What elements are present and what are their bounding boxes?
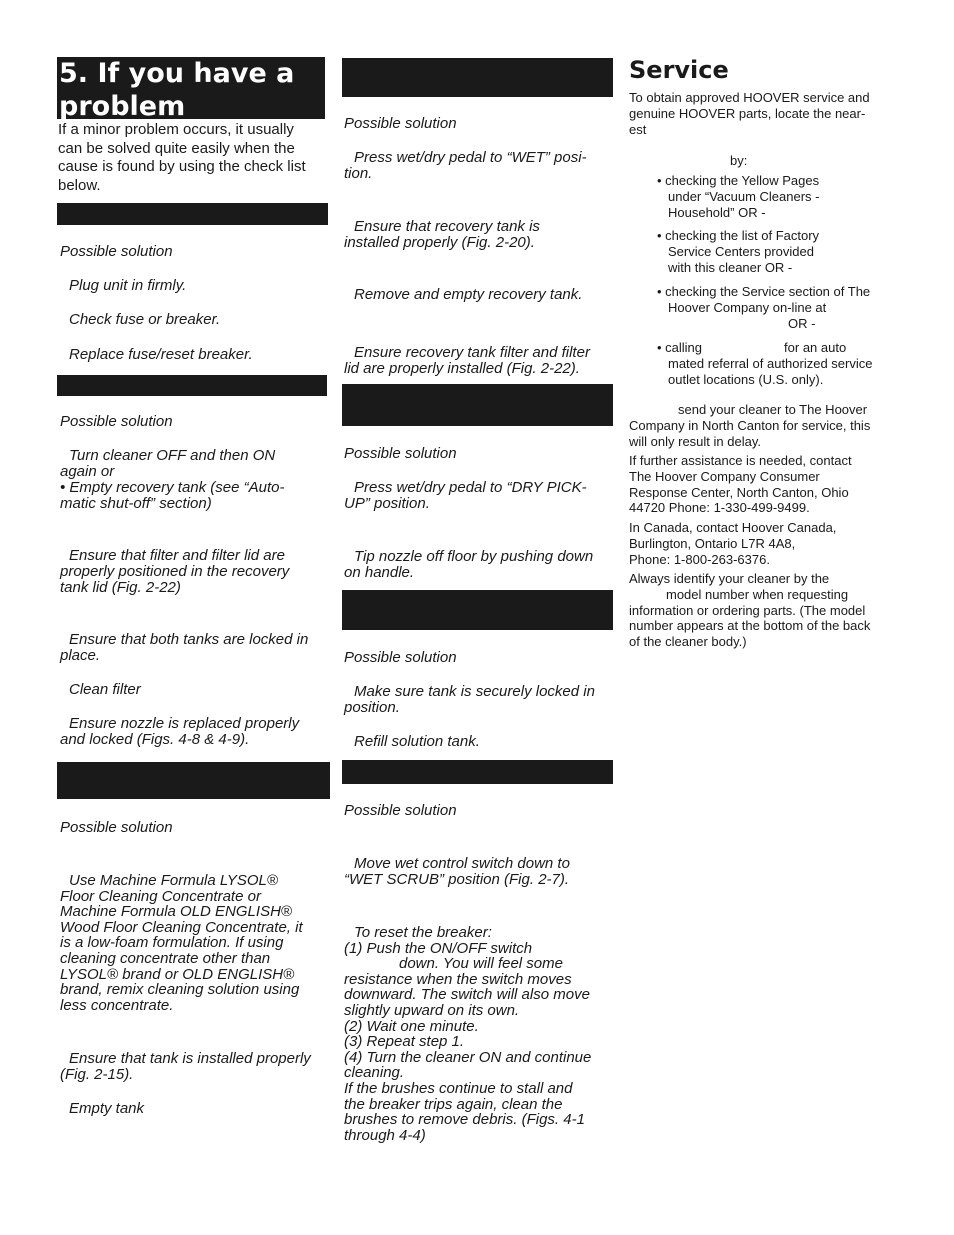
solution-text	[344, 480, 587, 512]
solution-text: Plug unit in firmly.	[69, 277, 187, 294]
service-paragraph	[629, 571, 870, 650]
solution-text	[60, 548, 289, 596]
solution-text: Replace fuse/reset breaker.	[69, 346, 253, 363]
solution-line: cleaning.	[344, 1064, 405, 1082]
solution-line: • Empty recovery tank (see “Auto-	[60, 479, 285, 496]
solution-line: LYSOL® brand or OLD ENGLISH®	[60, 965, 295, 983]
service-line	[657, 340, 872, 356]
service-line: Household” OR -	[668, 204, 766, 220]
solution-line: Make sure tank is securely locked in	[354, 683, 595, 700]
service-line: outlet locations (U.S. only).	[668, 371, 824, 387]
solution-line: tank lid (Fig. 2-22)	[60, 579, 181, 596]
solution-line: Ensure that recovery tank is	[354, 218, 540, 235]
solution-text: Check fuse or breaker.	[69, 311, 221, 328]
solution-line: Ensure that both tanks are locked in	[69, 631, 309, 648]
service-bullet	[657, 173, 820, 220]
problem-header-bar	[342, 384, 613, 426]
solution-text	[344, 856, 570, 888]
solution-line: Use Machine Formula LYSOL®	[69, 872, 278, 889]
solution-line: lid are properly installed (Fig. 2-22).	[344, 360, 580, 377]
solution-text	[344, 925, 591, 1143]
problem-header-bar	[57, 762, 330, 799]
solution-line: Press wet/dry pedal to “DRY PICK-	[354, 479, 587, 496]
solution-text	[60, 448, 285, 512]
solution-heading: Possible solution	[60, 819, 173, 836]
problem-header-bar	[57, 375, 327, 396]
solution-text: Clean filter	[69, 681, 141, 698]
solution-line: tion.	[344, 165, 373, 182]
service-bullet	[657, 228, 819, 275]
page-title-line: 5. If you have a	[59, 58, 295, 89]
solution-line: Ensure recovery tank filter and filter	[354, 344, 590, 361]
solution-line: Ensure that filter and filter lid are	[69, 547, 285, 564]
service-line: of the cleaner body.)	[629, 634, 747, 650]
solution-text	[344, 219, 540, 251]
solution-line: downward. The switch will also move	[344, 986, 590, 1004]
solution-text: Refill solution tank.	[354, 733, 480, 750]
service-line: send your cleaner to The Hoover	[678, 402, 868, 417]
solution-line: Floor Cleaning Concentrate or	[60, 887, 261, 905]
problem-header-bar	[57, 203, 328, 225]
intro-line: cause is found by using the check list	[58, 158, 306, 175]
solution-line: Ensure nozzle is replaced properly	[69, 715, 300, 732]
service-paragraph	[629, 402, 870, 449]
page-title	[57, 57, 325, 122]
solution-line: brand, remix cleaning solution using	[60, 981, 300, 999]
solution-line: UP” position.	[344, 495, 430, 512]
page-title-line: problem	[59, 91, 186, 122]
service-line: Response Center, North Canton, Ohio	[629, 484, 849, 500]
intro-paragraph	[58, 121, 306, 195]
solution-line: (Fig. 2-15).	[60, 1066, 134, 1083]
service-text: by:	[730, 153, 748, 168]
solution-line: (3) Repeat step 1.	[344, 1033, 465, 1051]
solution-line: Press wet/dry pedal to “WET” posi-	[354, 149, 587, 166]
solution-text	[60, 632, 308, 664]
solution-heading: Possible solution	[60, 413, 173, 430]
service-line: will only result in delay.	[629, 433, 761, 449]
solution-line: installed properly (Fig. 2-20).	[344, 234, 535, 251]
solution-line: down. You will feel some	[399, 955, 563, 973]
solution-text	[60, 1051, 311, 1083]
solution-line: slightly upward on its own.	[344, 1001, 520, 1019]
solution-line: and locked (Figs. 4-8 & 4-9).	[60, 731, 250, 748]
solution-line: is a low-foam formulation. If using	[60, 934, 284, 952]
service-paragraph	[629, 520, 836, 567]
service-line: Company in North Canton for service, this	[629, 417, 871, 433]
solution-line: less concentrate.	[60, 996, 174, 1014]
service-paragraph	[629, 90, 870, 137]
problem-header-bar	[342, 58, 613, 97]
intro-line: below.	[58, 176, 101, 194]
solution-line: Wood Floor Cleaning Concentrate, it	[60, 918, 303, 936]
solution-text	[344, 150, 587, 182]
solution-line: To reset the breaker:	[354, 924, 492, 941]
service-line: Always identify your cleaner by the	[629, 571, 830, 586]
intro-line: can be solved quite easily when the	[58, 139, 295, 157]
service-line: 44720 Phone: 1-330-499-9499.	[629, 500, 810, 516]
solution-line: the breaker trips again, clean the	[344, 1095, 563, 1113]
solution-heading: Possible solution	[344, 115, 457, 132]
service-line: • checking the Yellow Pages	[657, 173, 820, 188]
service-line: information or ordering parts. (The model	[629, 602, 866, 618]
solution-text	[60, 873, 303, 1013]
service-line: mated referral of authorized service	[668, 355, 873, 371]
service-line: number appears at the bottom of the back	[629, 618, 871, 634]
service-line: with this cleaner OR -	[668, 259, 793, 275]
service-line: under “Vacuum Cleaners -	[668, 188, 820, 204]
solution-line: position.	[344, 699, 400, 716]
service-line: Phone: 1-800-263-6376.	[629, 551, 770, 567]
solution-line: Tip nozzle off floor by pushing down	[354, 548, 594, 565]
solution-heading: Possible solution	[344, 649, 457, 666]
solution-line: on handle.	[344, 564, 415, 581]
service-heading: Service	[629, 56, 729, 84]
solution-heading: Possible solution	[344, 802, 457, 819]
solution-text	[344, 684, 595, 716]
solution-line: Turn cleaner OFF and then ON	[69, 447, 276, 464]
solution-line: Move wet control switch down to	[354, 855, 570, 872]
solution-line: cleaning concentrate other than	[60, 949, 271, 967]
solution-line: Machine Formula OLD ENGLISH®	[60, 903, 292, 921]
service-line: model number when requesting	[666, 586, 849, 602]
solution-line: If the brushes continue to stall and	[344, 1079, 573, 1097]
service-line: In Canada, contact Hoover Canada,	[629, 520, 837, 535]
solution-line: again or	[60, 463, 115, 480]
service-line: Hoover Company on-line at	[668, 299, 827, 315]
solution-line: (4) Turn the cleaner ON and continue	[344, 1048, 592, 1066]
service-line: Service Centers provided	[668, 243, 814, 259]
service-text: • calling	[657, 340, 703, 355]
solution-line: matic shut-off” section)	[60, 495, 212, 512]
solution-text	[60, 716, 299, 748]
service-line: est	[629, 121, 647, 137]
service-line: To obtain approved HOOVER service and	[629, 90, 870, 105]
solution-text: Empty tank	[69, 1100, 145, 1117]
service-bullet	[657, 284, 870, 331]
service-paragraph	[629, 453, 852, 516]
service-line: OR -	[788, 315, 816, 331]
solution-line: properly positioned in the recovery	[60, 563, 290, 580]
solution-line: (1) Push the ON/OFF switch	[344, 939, 533, 957]
solution-heading: Possible solution	[344, 445, 457, 462]
solution-text	[344, 549, 593, 581]
service-line: The Hoover Company Consumer	[629, 468, 820, 484]
problem-header-bar	[342, 590, 613, 630]
service-line: • checking the Service section of The	[657, 284, 871, 299]
service-line: genuine HOOVER parts, locate the near-	[629, 105, 866, 121]
solution-line: “WET SCRUB” position (Fig. 2-7).	[344, 871, 570, 888]
solution-line: through 4-4)	[344, 1126, 426, 1144]
solution-text	[344, 345, 590, 377]
solution-line: resistance when the switch moves	[344, 970, 572, 988]
service-line: If further assistance is needed, contact	[629, 453, 852, 468]
solution-heading: Possible solution	[60, 243, 173, 260]
service-text: for an auto	[784, 340, 847, 355]
problem-header-bar	[342, 760, 613, 784]
intro-line: If a minor problem occurs, it usually	[58, 121, 294, 138]
solution-line: brushes to remove debris. (Figs. 4-1	[344, 1111, 585, 1129]
service-line: • checking the list of Factory	[657, 228, 820, 243]
solution-line: (2) Wait one minute.	[344, 1017, 479, 1035]
service-bullet	[657, 340, 872, 387]
solution-line: Ensure that tank is installed properly	[69, 1050, 311, 1067]
solution-line: place.	[60, 647, 101, 664]
solution-text: Remove and empty recovery tank.	[354, 286, 583, 303]
service-line: Burlington, Ontario L7R 4A8,	[629, 535, 796, 551]
